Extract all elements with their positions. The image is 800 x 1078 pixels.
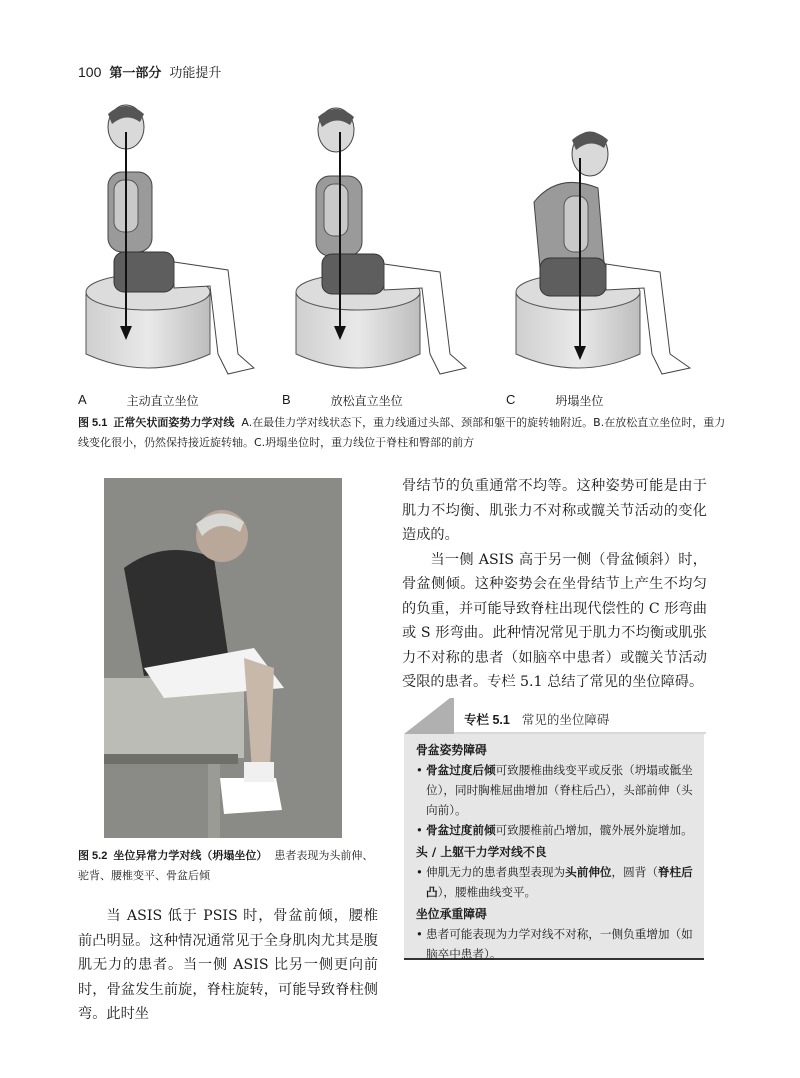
body-paragraph: 当一侧 ASIS 高于另一侧（骨盆倾斜）时，骨盆侧倾。这种姿势会在坐骨结节上产生不均匀的负重，并可能导致脊柱出现代偿性的 C 形弯曲或 S 形弯曲。此种情况常见于肌力不均衡或肌张力不对称的患者（如脑卒中患者）或髋关节活动受限的患者。专栏 5.1 总结了常见的坐位障碍。 (402, 551, 707, 690)
caption-title: 正常矢状面姿势力学对线 (113, 416, 235, 429)
item-text: ，圆背（ (611, 865, 658, 879)
panel-label-text: 坍塌坐位 (555, 394, 604, 408)
sidebar-list (416, 924, 694, 964)
caption-id: 图 5.2 (78, 850, 108, 862)
panel-c-illustration (516, 132, 690, 374)
panel-label-text: 放松直立坐位 (330, 394, 403, 408)
item-text: ），腰椎曲线变平。 (437, 885, 537, 899)
figure-5-1-illustration (78, 92, 728, 392)
caption-text: A.在最佳力学对线状态下，重力线通过头部、颈部和躯干的旋转轴附近。B.在放松直立坐位时，重力线变化很小，仍然保持接近旋转轴。C.坍塌坐位时，重力线位于脊柱和臀部的前方 (78, 416, 726, 449)
sidebar-section-heading: 坐位承重障碍 (416, 907, 487, 921)
figure-5-2-caption (78, 846, 378, 885)
sidebar-list-item (416, 760, 694, 820)
item-text: 可致腰椎前凸增加，髋外展外旋增加。 (495, 823, 693, 837)
item-term: 骨盆过度前倾 (426, 823, 496, 837)
page-number: 100 (78, 64, 102, 80)
item-term: 骨盆过度后倾 (426, 763, 496, 777)
sidebar-section-heading: 骨盆姿势障碍 (416, 743, 487, 757)
panel-label-c (506, 392, 603, 409)
caption-title: 坐位异常力学对线（坍塌坐位） (113, 849, 268, 862)
running-head (78, 62, 221, 81)
caption-text: 患者表现为头前伸、驼背、腰椎变平、骨盆后倾 (78, 849, 374, 882)
panel-label-b (282, 392, 403, 409)
panel-letter: B (282, 392, 291, 407)
panel-a-illustration (86, 105, 254, 374)
part-label: 第一部分 (109, 66, 162, 81)
item-text: 可致腰椎曲线变平或反张（坍塌或骶坐位），同时胸椎屈曲增加（脊柱后凸），头部前伸（头向前）。 (426, 763, 693, 817)
sidebar-list (416, 862, 694, 902)
panel-letter: A (78, 392, 87, 407)
chapter-label: 功能提升 (169, 66, 222, 81)
caption-id: 图 5.1 (78, 417, 108, 429)
sidebar-title: 常见的坐位障碍 (521, 712, 610, 727)
sidebar-section-heading: 头 / 上躯干力学对线不良 (416, 845, 547, 859)
panel-label-a (78, 392, 199, 409)
sidebar-list-item (416, 862, 694, 902)
body-paragraph: 当 ASIS 低于 PSIS 时，骨盆前倾，腰椎前凸明显。这种情况通常见于全身肌肉尤其是腹肌无力的患者。当一侧 ASIS 比另一侧更向前时，骨盆发生前旋，脊柱旋转，可能导致脊柱侧弯。此时坐 (78, 908, 378, 1022)
left-column-text (78, 904, 378, 1027)
sidebar-tab (394, 698, 706, 734)
sidebar-list (416, 760, 694, 840)
sidebar-list-item (416, 820, 694, 840)
figure-5-1 (78, 92, 728, 392)
panel-letter: C (506, 392, 516, 407)
sidebar-list-item (416, 924, 694, 964)
sidebar-id: 专栏 5.1 (464, 713, 510, 727)
item-text: 患者可能表现为力学对线不对称，一侧负重增加（如脑卒中患者）。 (426, 927, 693, 961)
item-term: 脊柱后凸 (426, 865, 693, 899)
panel-label-text: 主动直立坐位 (126, 394, 199, 408)
item-term: 头前伸位 (565, 865, 612, 879)
figure-5-2-photo (104, 478, 342, 838)
item-text: 伸肌无力的患者典型表现为 (426, 865, 566, 879)
panel-b-illustration (296, 108, 466, 374)
seated-patient-photo (104, 478, 342, 838)
figure-5-1-caption (78, 413, 728, 453)
right-column-text (402, 474, 707, 695)
sidebar-box (404, 734, 704, 960)
body-paragraph: 骨结节的负重通常不均等。这种姿势可能是由于肌力不均衡、肌张力不对称或髋关节活动的变化造成的。 (402, 478, 707, 543)
